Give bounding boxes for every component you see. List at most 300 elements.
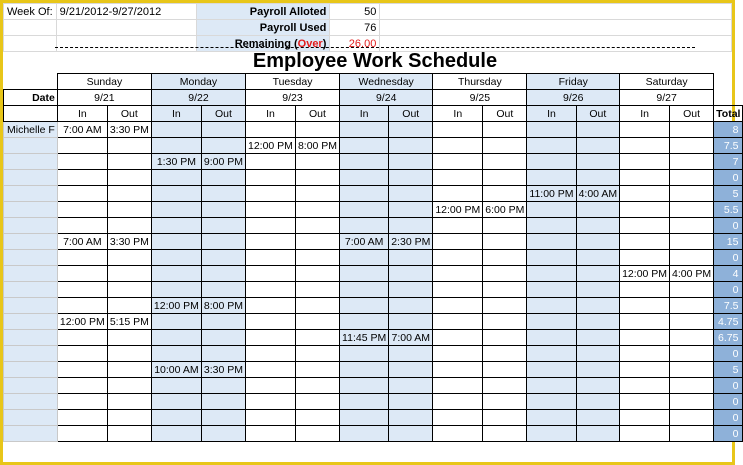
time-out-cell[interactable]: 3:30 PM <box>201 362 245 378</box>
time-out-cell[interactable] <box>576 170 620 186</box>
time-in-cell[interactable] <box>57 298 107 314</box>
employee-name-cell[interactable] <box>4 330 58 346</box>
empty-cell[interactable] <box>56 20 196 36</box>
time-out-cell[interactable] <box>576 314 620 330</box>
total-hours-cell[interactable]: 6.75 <box>714 330 743 346</box>
time-out-cell[interactable]: 4:00 AM <box>576 186 620 202</box>
time-in-cell[interactable] <box>620 410 670 426</box>
time-in-cell[interactable] <box>620 202 670 218</box>
employee-name-cell[interactable] <box>4 298 58 314</box>
employee-name-cell[interactable] <box>4 202 58 218</box>
time-out-cell[interactable] <box>576 138 620 154</box>
time-in-cell[interactable]: 12:00 PM <box>151 298 201 314</box>
time-out-cell[interactable] <box>483 298 527 314</box>
time-out-cell[interactable] <box>107 410 151 426</box>
time-in-cell[interactable] <box>151 314 201 330</box>
total-hours-cell[interactable]: 5 <box>714 186 743 202</box>
time-in-cell[interactable] <box>340 362 389 378</box>
time-out-cell[interactable] <box>576 330 620 346</box>
week-range-cell[interactable]: 9/21/2012-9/27/2012 <box>56 4 196 20</box>
time-in-cell[interactable] <box>433 234 483 250</box>
empty-cell[interactable] <box>380 20 732 36</box>
time-out-cell[interactable] <box>295 426 339 442</box>
time-in-cell[interactable]: 11:45 PM <box>340 330 389 346</box>
time-out-cell[interactable] <box>483 314 527 330</box>
time-out-cell[interactable] <box>670 122 714 138</box>
time-out-cell[interactable] <box>389 394 433 410</box>
time-out-cell[interactable] <box>483 346 527 362</box>
time-out-cell[interactable] <box>483 218 527 234</box>
time-in-cell[interactable] <box>340 186 389 202</box>
time-in-cell[interactable] <box>433 266 483 282</box>
total-hours-cell[interactable]: 0 <box>714 346 743 362</box>
time-out-cell[interactable] <box>107 362 151 378</box>
employee-name-cell[interactable] <box>4 282 58 298</box>
time-in-cell[interactable] <box>620 314 670 330</box>
time-out-cell[interactable] <box>107 170 151 186</box>
time-out-cell[interactable] <box>295 378 339 394</box>
time-out-cell[interactable] <box>576 410 620 426</box>
time-out-cell[interactable] <box>107 250 151 266</box>
time-in-cell[interactable] <box>245 410 295 426</box>
time-out-cell[interactable] <box>389 170 433 186</box>
time-in-cell[interactable] <box>151 346 201 362</box>
employee-name-cell[interactable] <box>4 346 58 362</box>
time-out-cell[interactable] <box>576 426 620 442</box>
time-in-cell[interactable] <box>433 154 483 170</box>
time-in-cell[interactable] <box>527 330 576 346</box>
time-in-cell[interactable] <box>57 410 107 426</box>
time-in-cell[interactable] <box>245 298 295 314</box>
time-in-cell[interactable] <box>620 298 670 314</box>
time-out-cell[interactable] <box>389 122 433 138</box>
time-out-cell[interactable] <box>201 250 245 266</box>
time-out-cell[interactable] <box>295 266 339 282</box>
time-in-cell[interactable] <box>620 378 670 394</box>
time-out-cell[interactable] <box>483 154 527 170</box>
time-in-cell[interactable] <box>151 202 201 218</box>
time-in-cell[interactable] <box>620 282 670 298</box>
total-hours-cell[interactable]: 4.75 <box>714 314 743 330</box>
time-in-cell[interactable] <box>245 234 295 250</box>
time-out-cell[interactable] <box>670 186 714 202</box>
empty-cell[interactable] <box>380 4 732 20</box>
date-cell[interactable]: 9/27 <box>620 90 714 106</box>
time-in-cell[interactable] <box>245 314 295 330</box>
time-in-cell[interactable] <box>527 122 576 138</box>
time-out-cell[interactable] <box>483 410 527 426</box>
time-out-cell[interactable] <box>389 410 433 426</box>
time-out-cell[interactable] <box>295 314 339 330</box>
time-out-cell[interactable] <box>201 410 245 426</box>
time-in-cell[interactable] <box>245 122 295 138</box>
time-in-cell[interactable] <box>151 330 201 346</box>
total-hours-cell[interactable]: 0 <box>714 282 743 298</box>
time-in-cell[interactable] <box>245 394 295 410</box>
time-in-cell[interactable] <box>433 378 483 394</box>
time-in-cell[interactable] <box>527 154 576 170</box>
time-out-cell[interactable] <box>483 282 527 298</box>
time-out-cell[interactable] <box>201 122 245 138</box>
time-in-cell[interactable] <box>433 426 483 442</box>
time-out-cell[interactable] <box>107 186 151 202</box>
time-in-cell[interactable] <box>57 186 107 202</box>
payroll-alloted-value[interactable]: 50 <box>330 4 380 20</box>
time-in-cell[interactable] <box>527 426 576 442</box>
time-out-cell[interactable] <box>201 394 245 410</box>
time-out-cell[interactable] <box>389 250 433 266</box>
time-out-cell[interactable] <box>483 362 527 378</box>
time-in-cell[interactable] <box>620 330 670 346</box>
time-out-cell[interactable] <box>483 186 527 202</box>
time-out-cell[interactable] <box>576 362 620 378</box>
time-out-cell[interactable] <box>107 394 151 410</box>
time-out-cell[interactable]: 9:00 PM <box>201 154 245 170</box>
time-out-cell[interactable] <box>576 394 620 410</box>
time-out-cell[interactable] <box>483 266 527 282</box>
time-out-cell[interactable] <box>201 282 245 298</box>
time-in-cell[interactable] <box>151 426 201 442</box>
time-in-cell[interactable] <box>245 282 295 298</box>
time-in-cell[interactable] <box>57 138 107 154</box>
date-cell[interactable]: 9/21 <box>57 90 151 106</box>
time-out-cell[interactable] <box>107 346 151 362</box>
time-out-cell[interactable] <box>483 234 527 250</box>
time-in-cell[interactable] <box>620 154 670 170</box>
employee-name-cell[interactable] <box>4 426 58 442</box>
total-hours-cell[interactable]: 0 <box>714 218 743 234</box>
employee-name-cell[interactable] <box>4 362 58 378</box>
time-out-cell[interactable] <box>295 282 339 298</box>
time-in-cell[interactable] <box>620 170 670 186</box>
time-in-cell[interactable] <box>527 218 576 234</box>
time-out-cell[interactable] <box>389 314 433 330</box>
time-in-cell[interactable] <box>57 426 107 442</box>
time-in-cell[interactable]: 7:00 AM <box>340 234 389 250</box>
date-cell[interactable]: 9/25 <box>433 90 527 106</box>
time-out-cell[interactable] <box>576 234 620 250</box>
time-out-cell[interactable] <box>483 250 527 266</box>
time-in-cell[interactable] <box>57 394 107 410</box>
time-out-cell[interactable] <box>670 394 714 410</box>
time-in-cell[interactable] <box>433 394 483 410</box>
employee-name-cell[interactable] <box>4 378 58 394</box>
time-out-cell[interactable] <box>107 138 151 154</box>
total-hours-cell[interactable]: 7.5 <box>714 138 743 154</box>
time-in-cell[interactable] <box>620 250 670 266</box>
employee-name-cell[interactable] <box>4 266 58 282</box>
time-out-cell[interactable] <box>483 138 527 154</box>
time-out-cell[interactable] <box>670 314 714 330</box>
time-out-cell[interactable] <box>201 234 245 250</box>
time-in-cell[interactable] <box>620 138 670 154</box>
time-out-cell[interactable] <box>483 426 527 442</box>
time-out-cell[interactable] <box>576 346 620 362</box>
time-in-cell[interactable] <box>340 138 389 154</box>
time-out-cell[interactable] <box>389 362 433 378</box>
time-out-cell[interactable]: 3:30 PM <box>107 122 151 138</box>
time-out-cell[interactable] <box>576 266 620 282</box>
time-out-cell[interactable] <box>201 138 245 154</box>
time-in-cell[interactable] <box>245 202 295 218</box>
time-out-cell[interactable] <box>201 218 245 234</box>
time-out-cell[interactable] <box>670 346 714 362</box>
time-out-cell[interactable] <box>107 154 151 170</box>
time-out-cell[interactable] <box>295 234 339 250</box>
time-out-cell[interactable] <box>107 298 151 314</box>
time-in-cell[interactable] <box>527 266 576 282</box>
time-in-cell[interactable] <box>340 298 389 314</box>
time-in-cell[interactable] <box>245 362 295 378</box>
time-in-cell[interactable] <box>433 282 483 298</box>
time-out-cell[interactable] <box>670 282 714 298</box>
time-in-cell[interactable] <box>151 234 201 250</box>
time-in-cell[interactable] <box>527 234 576 250</box>
time-in-cell[interactable] <box>620 234 670 250</box>
remaining-value[interactable]: 26.00 <box>330 36 380 52</box>
time-out-cell[interactable] <box>389 346 433 362</box>
time-out-cell[interactable] <box>670 250 714 266</box>
time-out-cell[interactable] <box>670 362 714 378</box>
time-in-cell[interactable] <box>340 170 389 186</box>
date-cell[interactable]: 9/24 <box>340 90 433 106</box>
time-out-cell[interactable] <box>576 282 620 298</box>
time-in-cell[interactable] <box>340 314 389 330</box>
time-in-cell[interactable] <box>620 362 670 378</box>
time-in-cell[interactable] <box>527 202 576 218</box>
time-in-cell[interactable] <box>245 266 295 282</box>
time-in-cell[interactable] <box>620 346 670 362</box>
date-cell[interactable]: 9/23 <box>245 90 339 106</box>
time-in-cell[interactable] <box>57 218 107 234</box>
time-in-cell[interactable] <box>245 378 295 394</box>
employee-name-cell[interactable] <box>4 394 58 410</box>
time-in-cell[interactable] <box>527 170 576 186</box>
time-in-cell[interactable] <box>57 330 107 346</box>
total-hours-cell[interactable]: 5 <box>714 362 743 378</box>
time-in-cell[interactable] <box>527 314 576 330</box>
time-in-cell[interactable]: 10:00 AM <box>151 362 201 378</box>
employee-name-cell[interactable] <box>4 138 58 154</box>
time-in-cell[interactable] <box>245 346 295 362</box>
time-in-cell[interactable] <box>340 394 389 410</box>
time-out-cell[interactable] <box>295 186 339 202</box>
time-in-cell[interactable] <box>57 378 107 394</box>
time-in-cell[interactable] <box>527 298 576 314</box>
time-out-cell[interactable] <box>670 378 714 394</box>
time-out-cell[interactable] <box>576 218 620 234</box>
time-out-cell[interactable] <box>295 170 339 186</box>
time-in-cell[interactable] <box>527 346 576 362</box>
employee-name-cell[interactable] <box>4 234 58 250</box>
time-in-cell[interactable] <box>151 266 201 282</box>
time-out-cell[interactable] <box>389 282 433 298</box>
time-out-cell[interactable]: 8:00 PM <box>201 298 245 314</box>
time-in-cell[interactable] <box>433 170 483 186</box>
time-in-cell[interactable] <box>340 202 389 218</box>
time-in-cell[interactable] <box>57 282 107 298</box>
time-out-cell[interactable] <box>201 346 245 362</box>
time-in-cell[interactable] <box>151 186 201 202</box>
time-in-cell[interactable] <box>57 202 107 218</box>
time-out-cell[interactable] <box>295 154 339 170</box>
time-in-cell[interactable] <box>340 154 389 170</box>
time-out-cell[interactable] <box>670 410 714 426</box>
time-out-cell[interactable] <box>670 202 714 218</box>
time-in-cell[interactable] <box>151 138 201 154</box>
time-out-cell[interactable] <box>389 298 433 314</box>
time-out-cell[interactable] <box>295 330 339 346</box>
time-in-cell[interactable] <box>57 266 107 282</box>
time-in-cell[interactable] <box>245 426 295 442</box>
time-out-cell[interactable] <box>670 138 714 154</box>
time-in-cell[interactable] <box>57 250 107 266</box>
time-in-cell[interactable] <box>433 410 483 426</box>
time-out-cell[interactable] <box>295 218 339 234</box>
time-out-cell[interactable] <box>201 186 245 202</box>
date-cell[interactable]: 9/26 <box>527 90 620 106</box>
total-hours-cell[interactable]: 0 <box>714 250 743 266</box>
time-out-cell[interactable] <box>295 362 339 378</box>
employee-name-cell[interactable] <box>4 314 58 330</box>
time-out-cell[interactable] <box>670 330 714 346</box>
total-hours-cell[interactable]: 8 <box>714 122 743 138</box>
time-out-cell[interactable] <box>483 170 527 186</box>
time-in-cell[interactable] <box>151 282 201 298</box>
time-in-cell[interactable] <box>340 250 389 266</box>
employee-name-cell[interactable] <box>4 170 58 186</box>
time-in-cell[interactable]: 12:00 PM <box>57 314 107 330</box>
time-in-cell[interactable]: 1:30 PM <box>151 154 201 170</box>
time-out-cell[interactable] <box>389 266 433 282</box>
time-out-cell[interactable] <box>295 346 339 362</box>
total-hours-cell[interactable]: 0 <box>714 426 743 442</box>
time-out-cell[interactable] <box>107 282 151 298</box>
employee-name-cell[interactable] <box>4 410 58 426</box>
time-in-cell[interactable] <box>620 426 670 442</box>
time-out-cell[interactable] <box>576 154 620 170</box>
time-in-cell[interactable] <box>245 330 295 346</box>
time-out-cell[interactable] <box>670 154 714 170</box>
time-out-cell[interactable] <box>670 234 714 250</box>
time-out-cell[interactable] <box>295 298 339 314</box>
time-out-cell[interactable]: 7:00 AM <box>389 330 433 346</box>
time-in-cell[interactable] <box>340 426 389 442</box>
time-in-cell[interactable] <box>151 122 201 138</box>
time-in-cell[interactable]: 7:00 AM <box>57 234 107 250</box>
time-in-cell[interactable] <box>245 250 295 266</box>
time-in-cell[interactable] <box>57 154 107 170</box>
time-out-cell[interactable]: 8:00 PM <box>295 138 339 154</box>
date-cell[interactable]: 9/22 <box>151 90 245 106</box>
time-in-cell[interactable] <box>245 154 295 170</box>
total-hours-cell[interactable]: 0 <box>714 378 743 394</box>
time-in-cell[interactable] <box>151 250 201 266</box>
time-out-cell[interactable] <box>107 378 151 394</box>
time-in-cell[interactable] <box>527 394 576 410</box>
payroll-used-value[interactable]: 76 <box>330 20 380 36</box>
time-in-cell[interactable] <box>620 394 670 410</box>
time-out-cell[interactable] <box>670 426 714 442</box>
time-in-cell[interactable] <box>433 250 483 266</box>
employee-name-cell[interactable] <box>4 186 58 202</box>
employee-name-cell[interactable]: Michelle F <box>4 122 58 138</box>
time-in-cell[interactable]: 12:00 PM <box>245 138 295 154</box>
time-in-cell[interactable] <box>340 282 389 298</box>
time-out-cell[interactable] <box>295 394 339 410</box>
time-out-cell[interactable] <box>295 202 339 218</box>
time-in-cell[interactable] <box>340 410 389 426</box>
time-out-cell[interactable] <box>201 202 245 218</box>
time-out-cell[interactable] <box>576 122 620 138</box>
time-in-cell[interactable] <box>57 170 107 186</box>
time-out-cell[interactable] <box>107 330 151 346</box>
time-out-cell[interactable] <box>201 378 245 394</box>
time-out-cell[interactable] <box>295 122 339 138</box>
time-out-cell[interactable] <box>201 266 245 282</box>
time-out-cell[interactable] <box>670 218 714 234</box>
time-out-cell[interactable] <box>107 426 151 442</box>
time-out-cell[interactable] <box>576 378 620 394</box>
total-hours-cell[interactable]: 0 <box>714 170 743 186</box>
time-out-cell[interactable] <box>389 138 433 154</box>
time-out-cell[interactable] <box>576 202 620 218</box>
time-in-cell[interactable] <box>527 378 576 394</box>
time-in-cell[interactable] <box>620 122 670 138</box>
time-out-cell[interactable]: 5:15 PM <box>107 314 151 330</box>
time-out-cell[interactable] <box>107 218 151 234</box>
time-out-cell[interactable] <box>483 394 527 410</box>
time-in-cell[interactable] <box>527 250 576 266</box>
employee-name-cell[interactable] <box>4 218 58 234</box>
time-in-cell[interactable] <box>340 346 389 362</box>
time-in-cell[interactable] <box>433 298 483 314</box>
time-out-cell[interactable] <box>483 330 527 346</box>
time-in-cell[interactable] <box>433 346 483 362</box>
time-out-cell[interactable] <box>295 250 339 266</box>
time-in-cell[interactable]: 12:00 PM <box>433 202 483 218</box>
time-in-cell[interactable] <box>57 362 107 378</box>
time-in-cell[interactable] <box>151 170 201 186</box>
time-in-cell[interactable] <box>620 218 670 234</box>
total-hours-cell[interactable]: 4 <box>714 266 743 282</box>
time-out-cell[interactable] <box>670 170 714 186</box>
time-in-cell[interactable] <box>527 410 576 426</box>
time-in-cell[interactable]: 7:00 AM <box>57 122 107 138</box>
time-in-cell[interactable] <box>245 170 295 186</box>
time-in-cell[interactable] <box>245 218 295 234</box>
time-in-cell[interactable] <box>151 218 201 234</box>
time-in-cell[interactable] <box>151 378 201 394</box>
time-out-cell[interactable] <box>107 202 151 218</box>
time-out-cell[interactable]: 6:00 PM <box>483 202 527 218</box>
time-in-cell[interactable] <box>340 266 389 282</box>
time-out-cell[interactable] <box>389 186 433 202</box>
time-in-cell[interactable] <box>433 314 483 330</box>
time-out-cell[interactable] <box>483 122 527 138</box>
time-in-cell[interactable] <box>151 410 201 426</box>
time-in-cell[interactable] <box>433 218 483 234</box>
time-out-cell[interactable] <box>670 298 714 314</box>
time-out-cell[interactable] <box>576 298 620 314</box>
total-hours-cell[interactable]: 5.5 <box>714 202 743 218</box>
time-out-cell[interactable]: 2:30 PM <box>389 234 433 250</box>
time-out-cell[interactable] <box>295 410 339 426</box>
time-out-cell[interactable] <box>201 314 245 330</box>
total-hours-cell[interactable]: 0 <box>714 394 743 410</box>
time-out-cell[interactable]: 3:30 PM <box>107 234 151 250</box>
time-out-cell[interactable] <box>576 250 620 266</box>
